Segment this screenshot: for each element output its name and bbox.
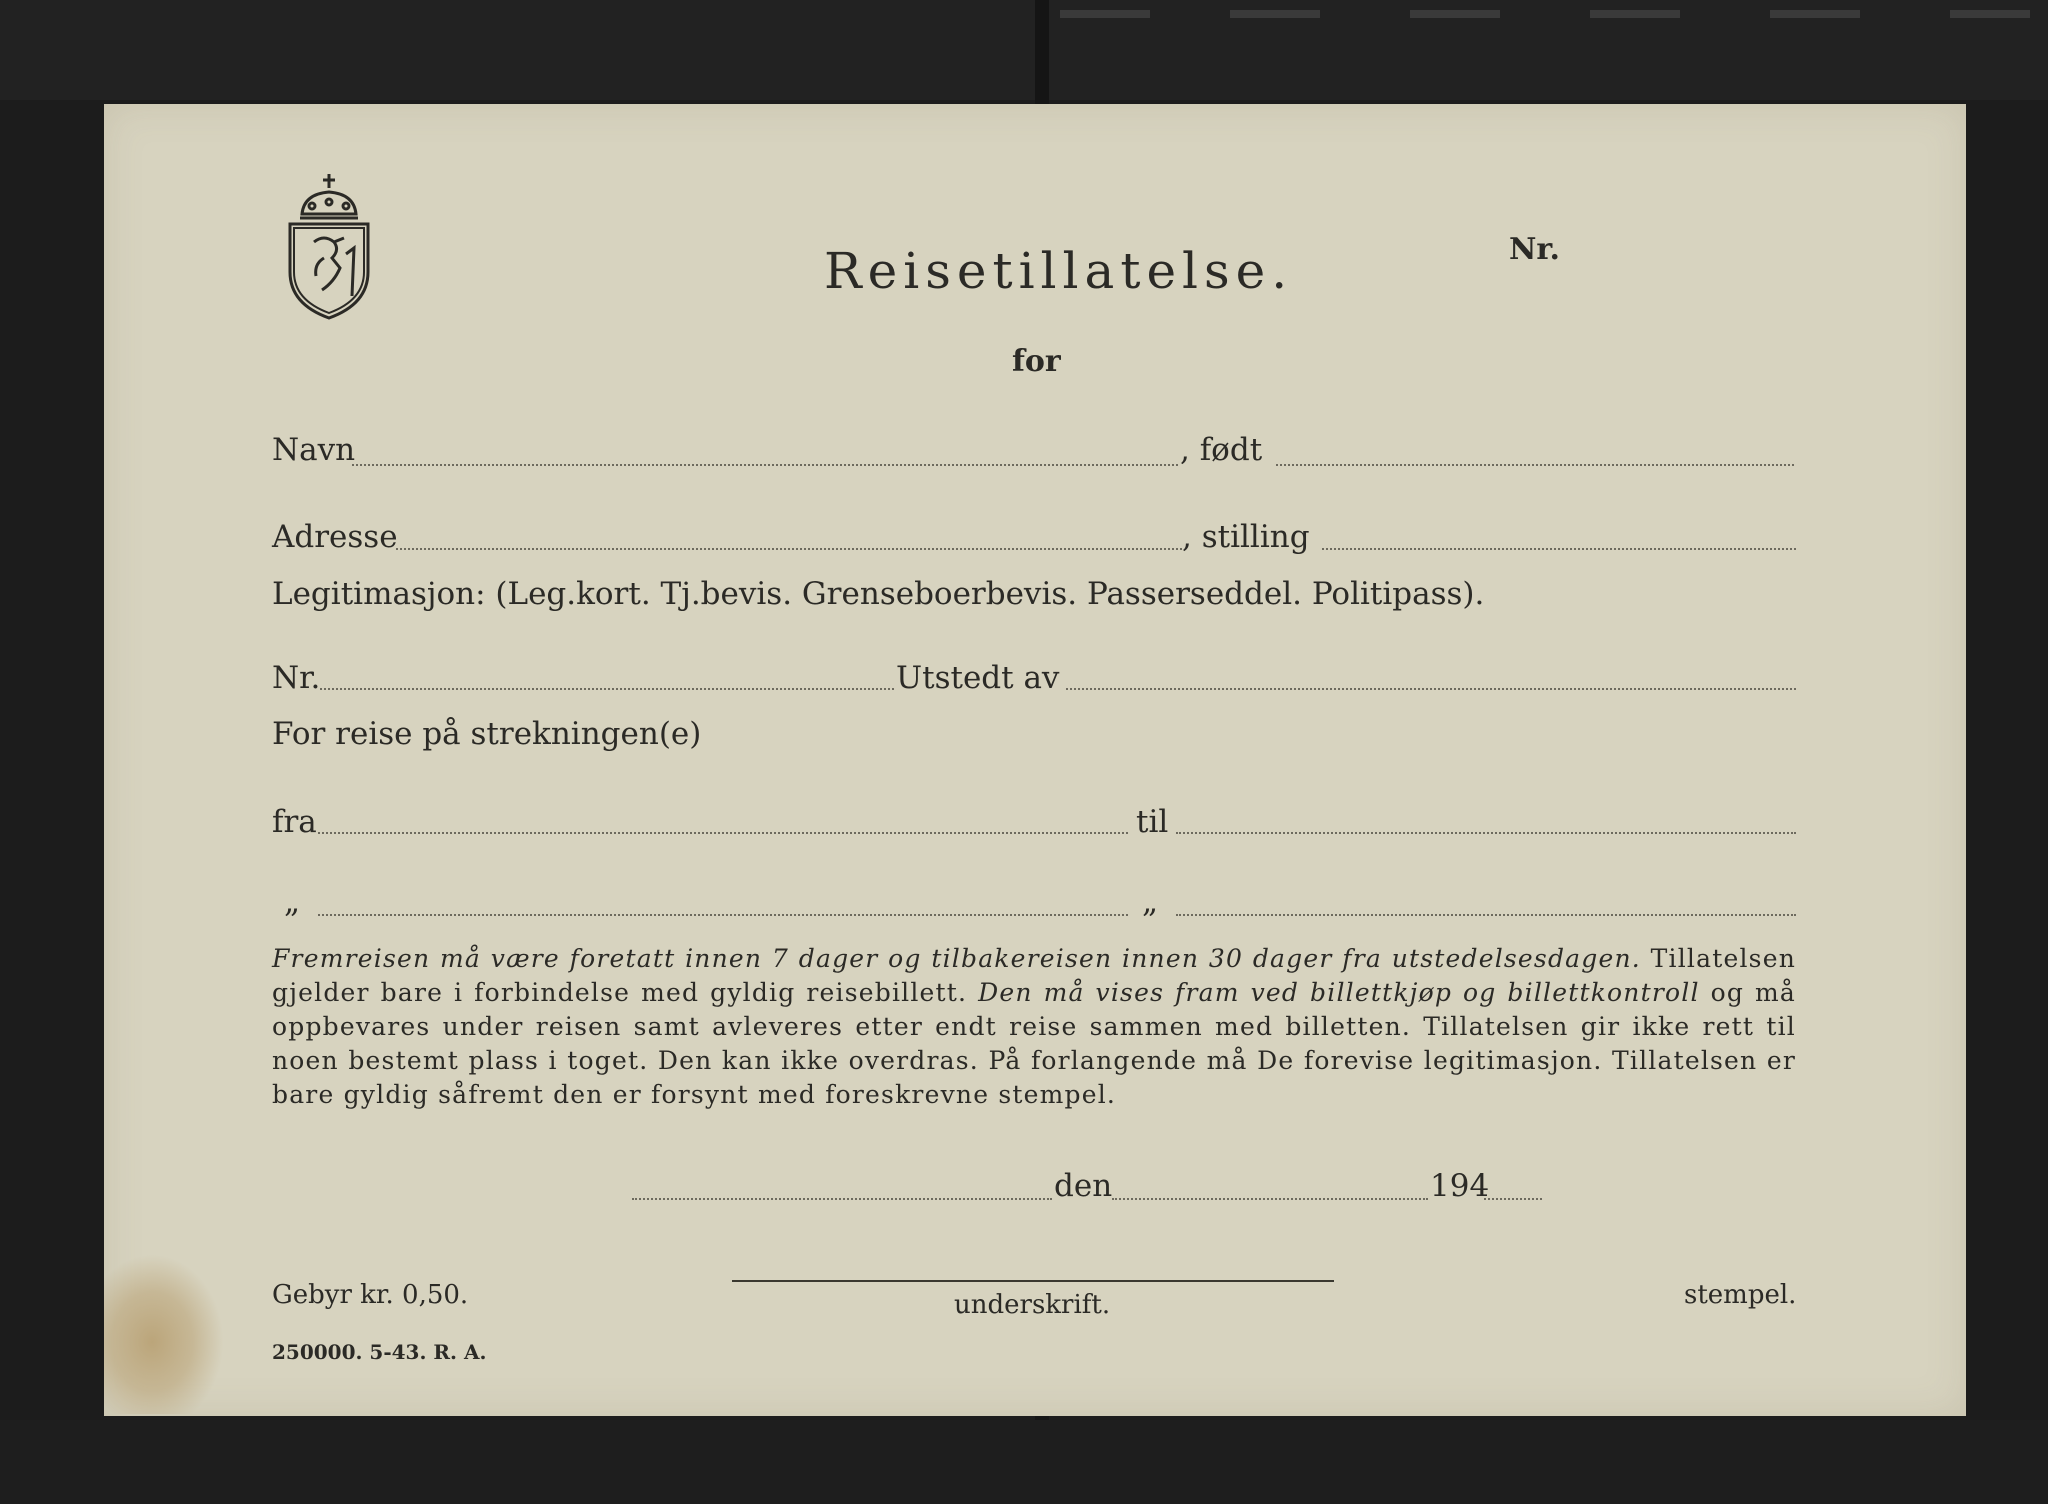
occupation-label: , stilling <box>1182 519 1310 555</box>
fee-label: Gebyr kr. 0,50. <box>272 1280 469 1310</box>
id-number-field[interactable] <box>320 688 894 690</box>
serial-number-label: Nr. <box>1509 232 1560 267</box>
birth-date-field[interactable] <box>1276 464 1794 466</box>
paper-stain <box>104 1254 224 1414</box>
album-tab <box>1950 10 2030 18</box>
occupation-field[interactable] <box>1322 548 1796 550</box>
name-label: Navn <box>272 432 356 468</box>
album-tab <box>1770 10 1860 18</box>
place-field[interactable] <box>632 1198 1052 1200</box>
conditions-italic-3: Den må vises fram ved billettkjøp og billettkontroll <box>978 978 1700 1007</box>
year-label: 194 <box>1430 1168 1490 1204</box>
id-number-label: Nr. <box>272 660 321 696</box>
print-code: 250000. 5-43. R. A. <box>272 1340 487 1364</box>
album-tab <box>1590 10 1680 18</box>
birth-label: , født <box>1180 432 1263 468</box>
album-tab <box>1410 10 1500 18</box>
stamp-label: stempel. <box>1684 1280 1797 1310</box>
identification-line: Legitimasjon: (Leg.kort. Tj.bevis. Grenseboerbevis. Passerseddel. Politipass). <box>272 576 1485 612</box>
conditions-text-2: Tillatelsen gjelder bare i forbindelse med gyldig reisebillett. <box>272 944 1796 1007</box>
album-page-top <box>0 0 2048 100</box>
to-field-2[interactable] <box>1176 914 1796 916</box>
address-label: Adresse <box>272 519 398 555</box>
issued-by-label: Utstedt av <box>896 660 1060 696</box>
conditions-text-4: og må oppbevares under reisen samt avleveres etter endt reise sammen med billetten. Tillatelsen gir ikke rett til noen bestemt plass i toget. Den kan ikke overdras. På forlangende må De forevise legitimasjon. Tillatelsen er bare gyldig såfremt den er forsynt med foreskrevne stempel. <box>272 978 1796 1109</box>
year-field[interactable] <box>1484 1198 1542 1200</box>
signature-line[interactable] <box>732 1280 1334 1282</box>
norwegian-coat-of-arms-icon <box>284 172 374 322</box>
signature-label: underskrift. <box>954 1290 1111 1320</box>
date-label: den <box>1054 1168 1113 1204</box>
ditto-mark: „ <box>284 884 301 920</box>
from-label: fra <box>272 804 317 840</box>
ditto-mark: „ <box>1142 884 1159 920</box>
for-label: for <box>1012 344 1061 379</box>
form-title: Reisetillatelse. <box>824 242 1294 300</box>
conditions-italic-1: Fremreisen må være foretatt innen 7 dager og tilbakereisen innen 30 dager fra utstedelsesdagen. <box>272 944 1641 973</box>
conditions-paragraph <box>272 942 1796 1112</box>
name-field[interactable] <box>352 464 1178 466</box>
to-label: til <box>1136 804 1169 840</box>
route-label: For reise på strekningen(e) <box>272 716 702 752</box>
album-tab <box>1060 10 1150 18</box>
travel-permit-form <box>104 104 1966 1416</box>
address-field[interactable] <box>396 548 1182 550</box>
to-field[interactable] <box>1176 832 1796 834</box>
date-field[interactable] <box>1112 1198 1428 1200</box>
album-tab <box>1230 10 1320 18</box>
album-page-bottom <box>0 1420 2048 1504</box>
from-field[interactable] <box>318 832 1128 834</box>
from-field-2[interactable] <box>318 914 1128 916</box>
issued-by-field[interactable] <box>1066 688 1796 690</box>
